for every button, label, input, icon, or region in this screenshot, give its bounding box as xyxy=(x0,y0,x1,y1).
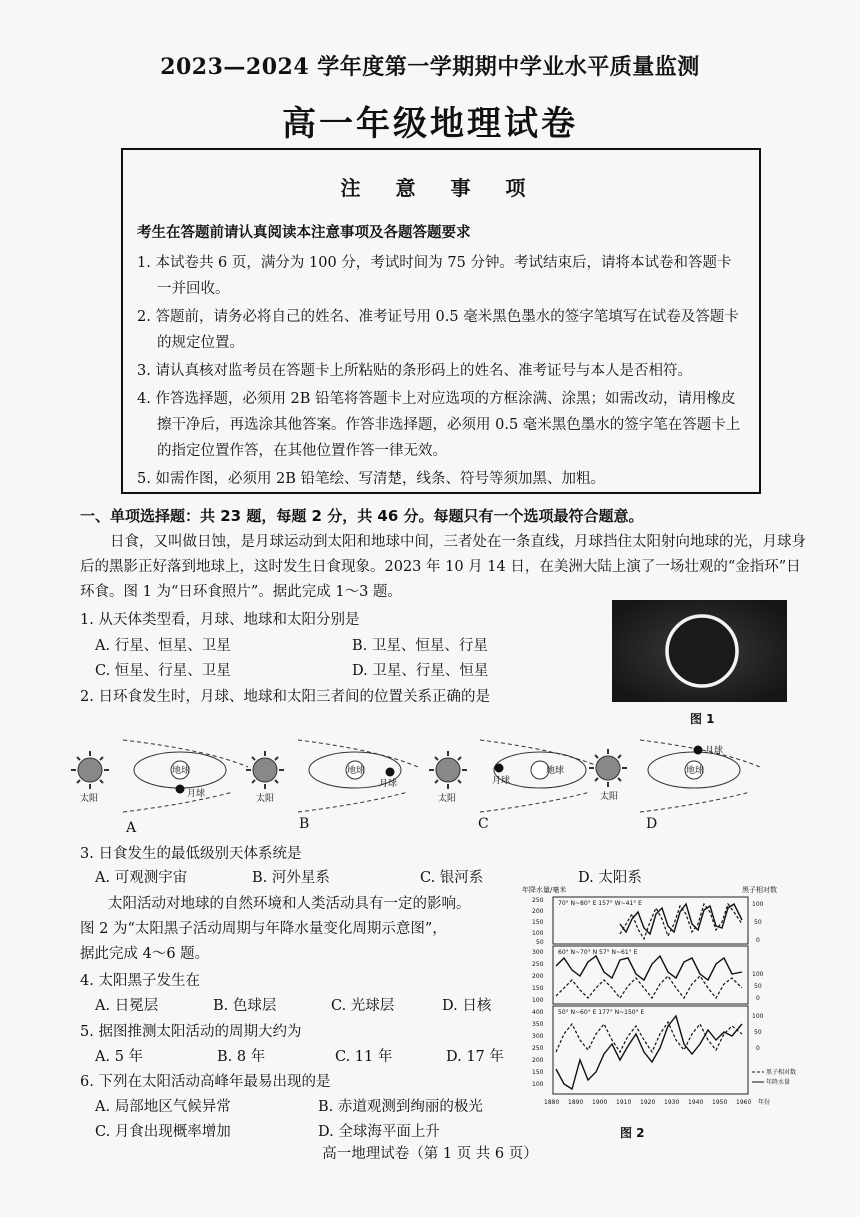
exam-subtitle: 高一年级地理试卷 xyxy=(282,104,578,144)
svg-text:50: 50 xyxy=(754,1029,762,1036)
diagram-letter-d: D xyxy=(646,816,658,832)
x-unit: 年份 xyxy=(758,1099,771,1106)
diagram-d xyxy=(589,740,760,812)
svg-text:100: 100 xyxy=(532,930,544,937)
q1-option-d: D. 卫星、行星、恒星 xyxy=(352,663,489,679)
page-footer: 高一地理试卷（第 1 页 共 6 页） xyxy=(322,1146,538,1162)
q6-option-d: D. 全球海平面上升 xyxy=(318,1124,440,1140)
svg-text:100: 100 xyxy=(532,1081,544,1088)
svg-text:100: 100 xyxy=(532,997,544,1004)
question-4-stem: 4. 太阳黑子发生在 xyxy=(80,973,200,989)
question-2-stem: 2. 日环食发生时，月球、地球和太阳三者间的位置关系正确的是 xyxy=(80,689,490,705)
section-heading: 一、单项选择题：共 23 题，每题 2 分，共 46 分。每题只有一个选项最符合题意。 xyxy=(80,507,644,525)
notice-intro: 考生在答题前请认真阅读本注意事项及各题答题要求 xyxy=(137,225,471,241)
svg-text:250: 250 xyxy=(532,897,544,904)
q6-option-a: A. 局部地区气候异常 xyxy=(95,1099,231,1115)
diagram-letter-a: A xyxy=(126,820,137,836)
earth-label: 地球 xyxy=(347,766,366,776)
figure-2-chart xyxy=(520,884,797,1124)
chart-panel-2 xyxy=(532,946,764,1004)
svg-text:1880: 1880 xyxy=(544,1099,560,1106)
sunspot-series-2 xyxy=(556,976,742,998)
q3-option-d: D. 太阳系 xyxy=(578,870,642,886)
earth-label: 地球 xyxy=(686,766,705,776)
q5-option-c: C. 11 年 xyxy=(335,1049,393,1065)
panel-caption: 60° N~70° N 57° N~61° E xyxy=(558,949,638,956)
svg-text:1940: 1940 xyxy=(688,1099,704,1106)
precip-series-2 xyxy=(556,956,742,980)
q4-option-a: A. 日冕层 xyxy=(95,998,159,1014)
svg-text:1910: 1910 xyxy=(616,1099,632,1106)
question-1-stem: 1. 从天体类型看，月球、地球和太阳分别是 xyxy=(80,612,360,628)
passage-1: 日食，又叫做日蚀，是月球运动到太阳和地球中间，三者处在一条直线，月球挡住太阳射向地球的光，月球身后的黑影正好落到地球上，这时发生日食现象。2023 年 10 月 14 日，在美洲大陆上演了一场壮观的“金指环”日环食。图 1 为“日环食照片”。据此完成 1～3 题。 xyxy=(80,534,806,600)
earth-label: 地球 xyxy=(172,766,191,776)
moon-label: 月球 xyxy=(705,746,724,756)
annular-eclipse-icon xyxy=(612,600,787,702)
q3-option-a: A. 可观测宇宙 xyxy=(95,870,188,886)
svg-text:1900: 1900 xyxy=(592,1099,608,1106)
svg-text:1950: 1950 xyxy=(712,1099,728,1106)
svg-text:400: 400 xyxy=(532,1009,544,1016)
q6-option-c: C. 月食出现概率增加 xyxy=(95,1124,231,1140)
svg-text:0: 0 xyxy=(756,995,760,1002)
figure-1-eclipse-photo xyxy=(612,600,787,702)
chart-legend xyxy=(752,1068,796,1086)
figure-1-label: 图 1 xyxy=(690,712,715,726)
svg-text:200: 200 xyxy=(532,1057,544,1064)
svg-text:1920: 1920 xyxy=(640,1099,656,1106)
passage-2-line-2: 图 2 为“太阳黑子活动周期与年降水量变化周期示意图”， xyxy=(80,921,447,937)
panel-caption: 50° N~60° E 177° N~150° E xyxy=(558,1009,645,1016)
q6-option-b: B. 赤道观测到绚丽的极光 xyxy=(318,1099,483,1115)
diagram-b xyxy=(246,740,418,812)
x-axis-ticks xyxy=(544,1098,770,1106)
earth-label: 地球 xyxy=(546,766,565,776)
diagram-c xyxy=(429,740,600,812)
question-6-stem: 6. 下列在太阳活动高峰年最易出现的是 xyxy=(80,1074,331,1090)
svg-text:1930: 1930 xyxy=(664,1099,680,1106)
moon-label: 月球 xyxy=(379,779,398,789)
svg-text:250: 250 xyxy=(532,961,544,968)
y-left-title: 年降水量/毫米 xyxy=(522,886,567,894)
svg-text:0: 0 xyxy=(756,937,760,944)
svg-text:50: 50 xyxy=(754,983,762,990)
sun-icon xyxy=(246,751,284,789)
notice-item: 3. 请认真核对监考员在答题卡上所粘贴的条形码上的姓名、准考证号与本人是否相符。 xyxy=(137,363,692,379)
figure-2-label: 图 2 xyxy=(620,1126,645,1140)
svg-text:300: 300 xyxy=(532,949,544,956)
passage-2-line-1: 太阳活动对地球的自然环境和人类活动具有一定的影响。 xyxy=(108,896,471,912)
precip-series-3 xyxy=(556,1016,742,1089)
q4-option-d: D. 日核 xyxy=(442,998,492,1014)
diagram-a xyxy=(71,740,248,812)
svg-text:100: 100 xyxy=(752,1013,764,1020)
sun-label: 太阳 xyxy=(600,792,619,802)
sun-label: 太阳 xyxy=(80,794,99,804)
svg-text:250: 250 xyxy=(532,1045,544,1052)
moon-label: 月球 xyxy=(492,776,511,786)
q3-option-b: B. 河外星系 xyxy=(252,870,330,886)
notice-item: 2. 答题前，请务必将自己的姓名、准考证号用 0.5 毫米黑色墨水的签字笔填写在试卷及答题卡的规定位置。 xyxy=(137,309,739,351)
eclipse-position-diagrams xyxy=(68,732,788,824)
svg-text:200: 200 xyxy=(532,908,544,915)
q4-option-c: C. 光球层 xyxy=(331,998,395,1014)
notice-item: 1. 本试卷共 6 页，满分为 100 分，考试时间为 75 分钟。考试结束后，请将本试卷和答题卡一并回收。 xyxy=(137,255,732,297)
q4-option-b: B. 色球层 xyxy=(213,998,277,1014)
svg-text:50: 50 xyxy=(754,919,762,926)
q1-option-a: A. 行星、恒星、卫星 xyxy=(95,638,231,654)
chart-panel-3 xyxy=(532,1006,764,1094)
legend-dashed: 黑子相对数 xyxy=(766,1069,797,1076)
question-5-stem: 5. 据图推测太阳活动的周期大约为 xyxy=(80,1024,302,1040)
question-3-stem: 3. 日食发生的最低级别天体系统是 xyxy=(80,846,302,862)
passage-2-line-3: 据此完成 4～6 题。 xyxy=(80,946,210,962)
svg-text:0: 0 xyxy=(756,1045,760,1052)
notice-item: 5. 如需作图，必须用 2B 铅笔绘、写清楚，线条、符号等须加黑、加粗。 xyxy=(137,471,606,487)
svg-text:350: 350 xyxy=(532,1021,544,1028)
y-right-title: 黑子相对数 xyxy=(742,886,777,894)
exam-title: 2023—2024 学年度第一学期期中学业水平质量监测 xyxy=(160,54,700,80)
svg-text:150: 150 xyxy=(532,985,544,992)
sun-icon xyxy=(71,751,109,789)
chart-panel-1 xyxy=(532,897,764,946)
q3-option-c: C. 银河系 xyxy=(420,870,484,886)
notice-item: 4. 作答选择题，必须用 2B 铅笔将答题卡上对应选项的方框涂满、涂黑；如需改动，请用橡皮擦干净后，再选涂其他答案。作答非选择题，必须用 0.5 毫米黑色墨水的签字笔在答题卡上的指定位置作答，在其他位置作答一律无效。 xyxy=(137,391,741,459)
svg-text:100: 100 xyxy=(752,971,764,978)
svg-text:200: 200 xyxy=(532,973,544,980)
q1-option-b: B. 卫星、恒星、行星 xyxy=(352,638,488,654)
legend-solid: 年降水量 xyxy=(766,1079,791,1086)
notice-box xyxy=(121,148,761,494)
svg-text:150: 150 xyxy=(532,1069,544,1076)
svg-text:100: 100 xyxy=(752,901,764,908)
svg-text:50: 50 xyxy=(536,939,544,946)
svg-text:1890: 1890 xyxy=(568,1099,584,1106)
diagram-letter-c: C xyxy=(478,816,489,832)
moon-label: 月球 xyxy=(187,789,206,799)
q1-option-c: C. 恒星、行星、卫星 xyxy=(95,663,231,679)
sun-icon xyxy=(429,751,467,789)
diagram-letter-b: B xyxy=(299,816,310,832)
svg-text:150: 150 xyxy=(532,919,544,926)
sun-icon xyxy=(589,749,627,787)
q5-option-a: A. 5 年 xyxy=(95,1049,144,1065)
svg-text:1960: 1960 xyxy=(736,1099,752,1106)
sun-label: 太阳 xyxy=(438,794,457,804)
sun-label: 太阳 xyxy=(256,794,275,804)
q5-option-d: D. 17 年 xyxy=(446,1049,504,1065)
notice-title: 注 意 事 项 xyxy=(340,176,540,200)
svg-text:300: 300 xyxy=(532,1033,544,1040)
panel-caption: 70° N~80° E 157° W~41° E xyxy=(558,900,642,907)
q5-option-b: B. 8 年 xyxy=(217,1049,266,1065)
